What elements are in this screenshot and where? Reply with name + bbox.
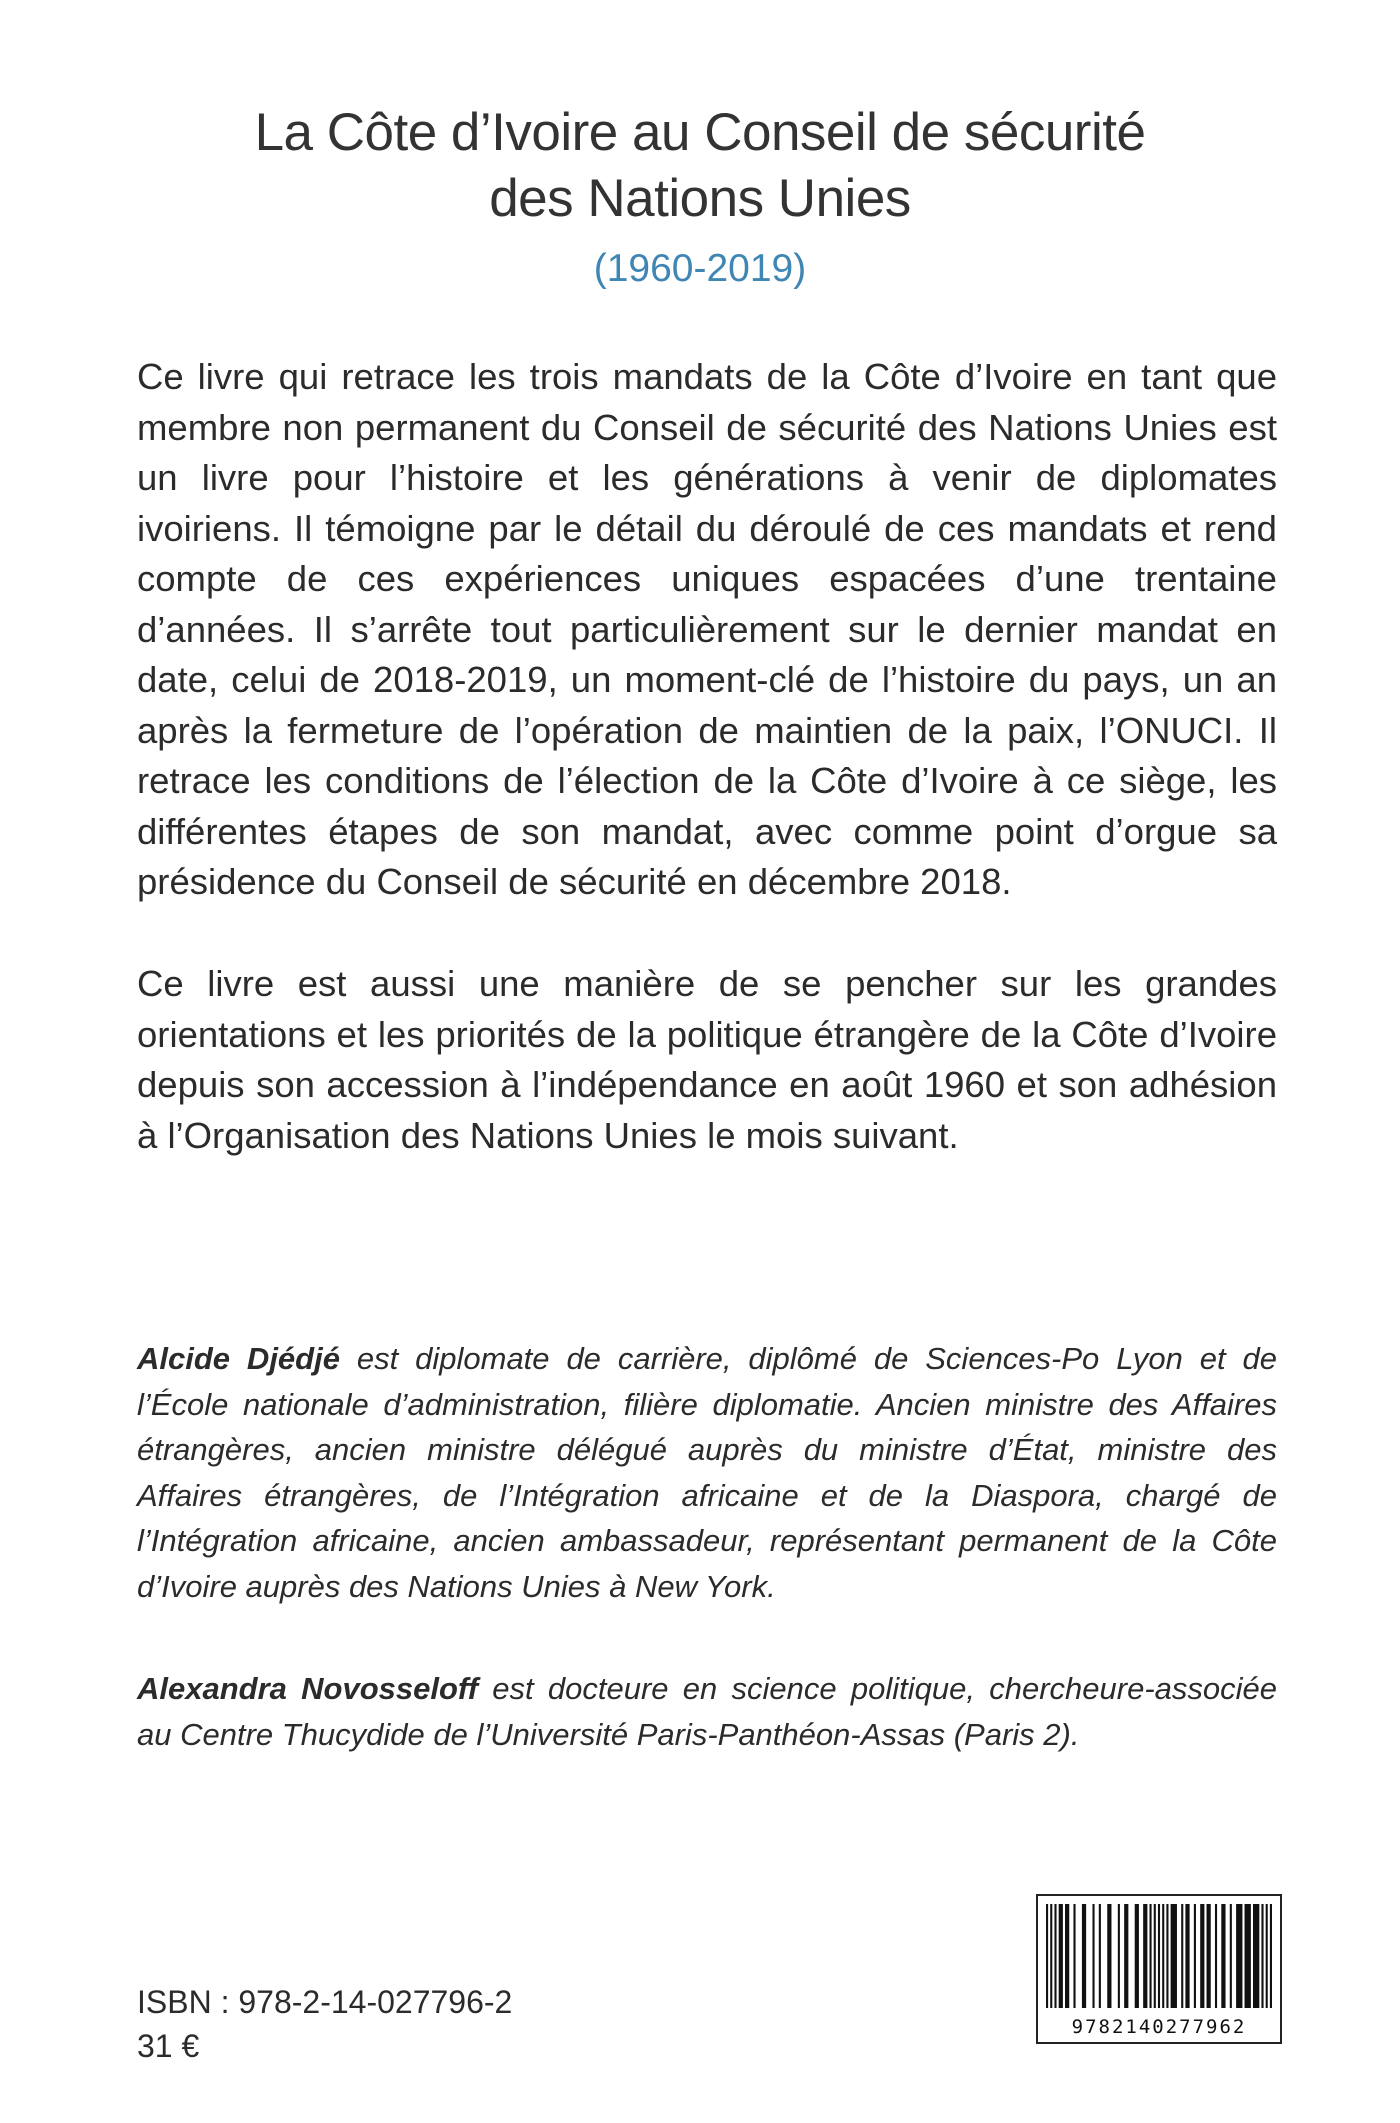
author-name-2: Alexandra Novosseloff — [137, 1671, 479, 1706]
barcode-bar — [1143, 1904, 1147, 2008]
barcode-bar — [1135, 1904, 1139, 2008]
barcode-bar — [1221, 1904, 1225, 2008]
author-bio-text-2: est docteure en science politique, chercheure-associée au Centre Thucydide de l’Université Paris-Panthéon-Assas (Paris 2). — [137, 1671, 1277, 1752]
barcode-bar — [1124, 1904, 1128, 2008]
barcode-bar — [1158, 1904, 1160, 2008]
book-title-line-1: La Côte d’Ivoire au Conseil de sécurité — [254, 103, 1146, 162]
barcode-bar — [1270, 1904, 1272, 2008]
title-block — [0, 100, 1400, 292]
barcode-bar — [1054, 1904, 1056, 2008]
barcode-bar — [1118, 1904, 1120, 2008]
barcode-bar — [1207, 1904, 1211, 2008]
barcode-bar — [1092, 1904, 1094, 2008]
book-title-line-2: des Nations Unies — [489, 169, 911, 228]
barcode-bar — [1194, 1904, 1196, 2008]
barcode — [1036, 1894, 1282, 2044]
barcode-bar — [1266, 1904, 1268, 2008]
isbn-number: ISBN : 978-2-14-027796-2 — [137, 1984, 513, 2020]
author-bio-text-1: est diplomate de carrière, diplômé de Sciences-Po Lyon et de l’École nationale d’administration, filière diplomatie. Ancien ministre des Affaires étrangères, ancien ministre délégué auprès du ministre d’État, ministre des Affaires étrangères, de l’Intégration africaine et de la Diaspora, chargé de l’Intégration africaine, ancien ambassadeur, représentant permanent de la Côte d’Ivoire auprès des Nations Unies à New York. — [137, 1341, 1277, 1604]
price: 31 € — [137, 2028, 200, 2064]
summary-paragraph-1: Ce livre qui retrace les trois mandats de la Côte d’Ivoire en tant que membre non permanent du Conseil de sécurité des Nations Unies est un livre pour l’histoire et les générations à venir de diplomates ivoiriens. Il témoigne par le détail du déroulé de ces mandats et rend compte de ces expériences uniques espacées d’une trentaine d’années. Il s’arrête tout particulièrement sur le dernier mandat en date, celui de 2018-2019, un moment-clé de l’histoire du pays, un an après la fermeture de l’opération de maintien de la paix, l’ONUCI. Il retrace les conditions de l’élection de la Côte d’Ivoire à ce siège, les différentes étapes de son mandat, avec comme point d’orgue sa présidence du Conseil de sécurité en décembre 2018. — [137, 356, 1277, 902]
book-subtitle-years: (1960-2019) — [593, 247, 807, 290]
barcode-bar — [1050, 1904, 1052, 2008]
barcode-bar — [1171, 1904, 1177, 2008]
barcode-bar — [1245, 1904, 1251, 2008]
barcode-bar — [1236, 1904, 1242, 2008]
barcode-bar — [1099, 1904, 1101, 2008]
isbn-price-block — [137, 1980, 512, 2068]
barcode-bar — [1082, 1904, 1086, 2008]
barcode-bar — [1073, 1904, 1075, 2008]
barcode-bar — [1261, 1904, 1263, 2008]
barcode-digits: 9782140277962 — [1071, 2016, 1247, 2038]
summary-paragraph-2: Ce livre est aussi une manière de se pencher sur les grandes orientations et les priorités de la politique étrangère de la Côte d’Ivoire depuis son accession à l’indépendance en août 1960 et son adhésion à l’Organisation des Nations Unies le mois suivant. — [137, 963, 1277, 1156]
barcode-bar — [1253, 1904, 1259, 2008]
barcode-bar — [1185, 1904, 1189, 2008]
barcode-bar — [1059, 1904, 1063, 2008]
barcode-bar — [1181, 1904, 1183, 2008]
barcode-bar — [1046, 1904, 1048, 2008]
barcode-bar — [1150, 1904, 1152, 2008]
barcode-bar — [1166, 1904, 1168, 2008]
author-name-1: Alcide Djédjé — [137, 1341, 340, 1376]
barcode-bar — [1215, 1904, 1217, 2008]
author-bio-1 — [137, 1336, 1277, 1609]
barcode-bar — [1107, 1904, 1111, 2008]
author-bio-2 — [137, 1666, 1277, 1757]
barcode-bar — [1065, 1904, 1069, 2008]
barcode-bar — [1162, 1904, 1164, 2008]
barcode-bar — [1200, 1904, 1204, 2008]
barcode-bar — [1230, 1904, 1232, 2008]
barcode-bar — [1154, 1904, 1156, 2008]
